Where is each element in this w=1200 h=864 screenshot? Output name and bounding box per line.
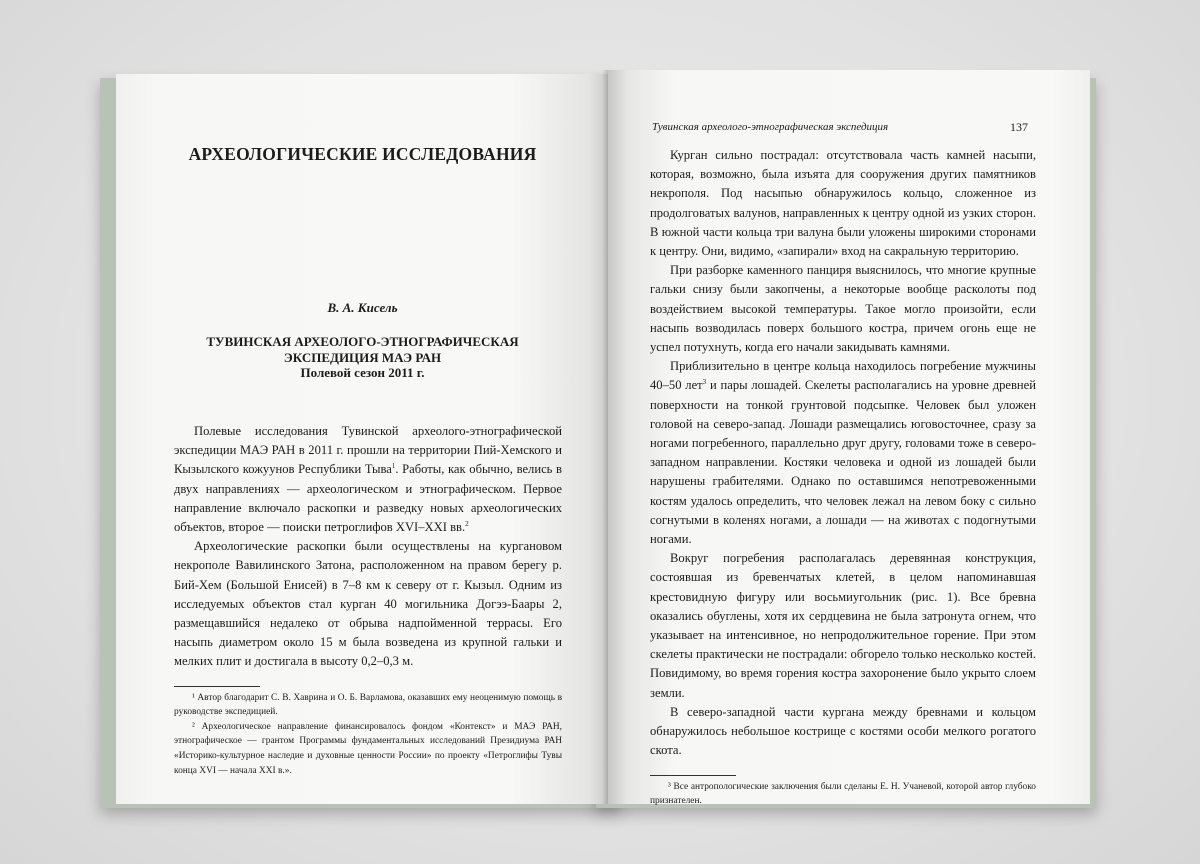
paragraph: Курган сильно пострадал: отсутствовала часть камней насыпи, которая, возможно, была изъята для сооружения других памятников некрополя. Под насыпью обнаружилось кольцо, сложенное из продолговатых валунов, направленных к центру одной из узких сторон. В южной части кольца три валуна были уложены широкими сторонами к центру. Они, видимо, «запирали» вход на сакральную территорию. — [650, 148, 1036, 259]
left-page-body — [174, 422, 562, 778]
open-book — [96, 66, 1106, 822]
paragraph: Вокруг погребения располагалась деревянная конструкция, состоявшая из бревенчатых клетей, в целом напоминавшая крестовидную фигуру или восьмиугольник (рис. 1). Все бревна оказались обуглены, хотя их сердцевина не была затронута огнем, что указывает на интенсивное, но непродолжительное горение. При этом скелеты практически не пострадали: обгорело только несколько костей. Повидимому, во время горения костра захоронение было укрыто слоем земли. — [650, 551, 1036, 700]
article-title — [116, 334, 609, 381]
right-page — [608, 70, 1090, 807]
paragraph — [174, 422, 562, 537]
paragraph — [650, 357, 1036, 549]
footnote-ref: 2 — [465, 519, 469, 528]
footnote-rule — [174, 686, 260, 687]
running-head: Тувинская археолого-этнографическая экспедиция — [652, 121, 889, 133]
footnote-ref: 3 — [702, 378, 707, 387]
footnote-ref: 1 — [391, 462, 396, 471]
footnote-3: ³ Все антропологические заключения были сделаны Е. Н. Учаневой, которой автор глубоко признателен. — [650, 781, 1036, 807]
article-author: В. А. Кисель — [327, 300, 398, 315]
article-title-line-1: ТУВИНСКАЯ АРХЕОЛОГО-ЭТНОГРАФИЧЕСКАЯ — [206, 334, 519, 349]
paragraph: Археологические раскопки были осуществлены на кургановом некрополе Вавилинского Затона, расположенном на правом берегу р. Бий-Хем (Большой Енисей) в 7–8 км к северу от г. Кызыл. Одним из исследуемых объектов стал курган 40 могильника Догээ-Баары 2, размещавшийся недалеко от обрыва надпойменной террасы. Его насыпь диаметром около 15 м была возведена из крупной гальки и мелких плит и достигала в высоту 0,2–0,3 м. — [174, 539, 562, 669]
paragraph-text: . Работы, как обычно, велись в двух направлениях — археологическом и этнографическом. Первое направление включало раскопки и разведку новых археологических объектов, второе — поиски петроглифов XVI–XXI вв. — [174, 462, 562, 535]
footnote-2: ² Археологическое направление финансировалось фондом «Контекст» и МАЭ РАН, этнографическое — грантом Программы фундаментальных исследований Президиума РАН «Историко-культурное наследие и духовные ценности России» по проекту «Петроглифы Тувы конца XVI — начала XXI в.». — [174, 721, 562, 776]
page-number: 137 — [1010, 120, 1028, 134]
footnote-rule — [650, 775, 736, 776]
paragraph-text: Приблизительно в центре кольца находилось погребение мужчины 40–50 лет — [650, 359, 1036, 393]
article-title-line-3: Полевой сезон 2011 г. — [300, 365, 425, 380]
footnote-1: ¹ Автор благодарит С. В. Хаврина и О. Б. Варламова, оказавших ему неоценимую помощь в руководстве экспедицией. — [174, 692, 562, 718]
paragraph: При разборке каменного панциря выяснилось, что многие крупные гальки снизу были закопчены, а некоторые вообще расколоты под воздействием высокой температуры. Такое могло произойти, если насыпь возводилась поверх большого костра, причем огонь еще не успел потухнуть, когда его начали закидывать камнями. — [650, 263, 1036, 355]
article-title-line-2: ЭКСПЕДИЦИЯ МАЭ РАН — [283, 349, 442, 365]
right-page-body — [650, 146, 1036, 809]
section-title: АРХЕОЛОГИЧЕСКИЕ ИССЛЕДОВАНИЯ — [188, 144, 537, 164]
paragraph-text: Полевые исследования Тувинской археолого-этнографической экспедиции МАЭ РАН в 2011 г. прошли на территории Пий-Хемского и Кызылского кожуунов Республики Тыва — [174, 424, 562, 477]
left-page — [116, 74, 609, 804]
paragraph-text: и пары лошадей. Скелеты располагались на уровне древней поверхности на тонкой грунтовой подсыпке. Человек был уложен головой на северо-запад. Лошади размещались юговосточнее, сразу за ногами погребенного, параллельно друг другу, головами тоже в северо-западном направлении. Костяки человека и одной из лошадей были нарушены грабителями. Однако по оставшимся непотревоженными костям удалось определить, что человек лежал на левом боку с сильно согнутыми в коленях ногами, а лошади — на животах с подогнутыми ногами. — [650, 378, 1037, 547]
paragraph: В северо-западной части кургана между бревнами и кольцом обнаружилось небольшое кострище с костями особи мелкого рогатого скота. — [650, 704, 1036, 758]
